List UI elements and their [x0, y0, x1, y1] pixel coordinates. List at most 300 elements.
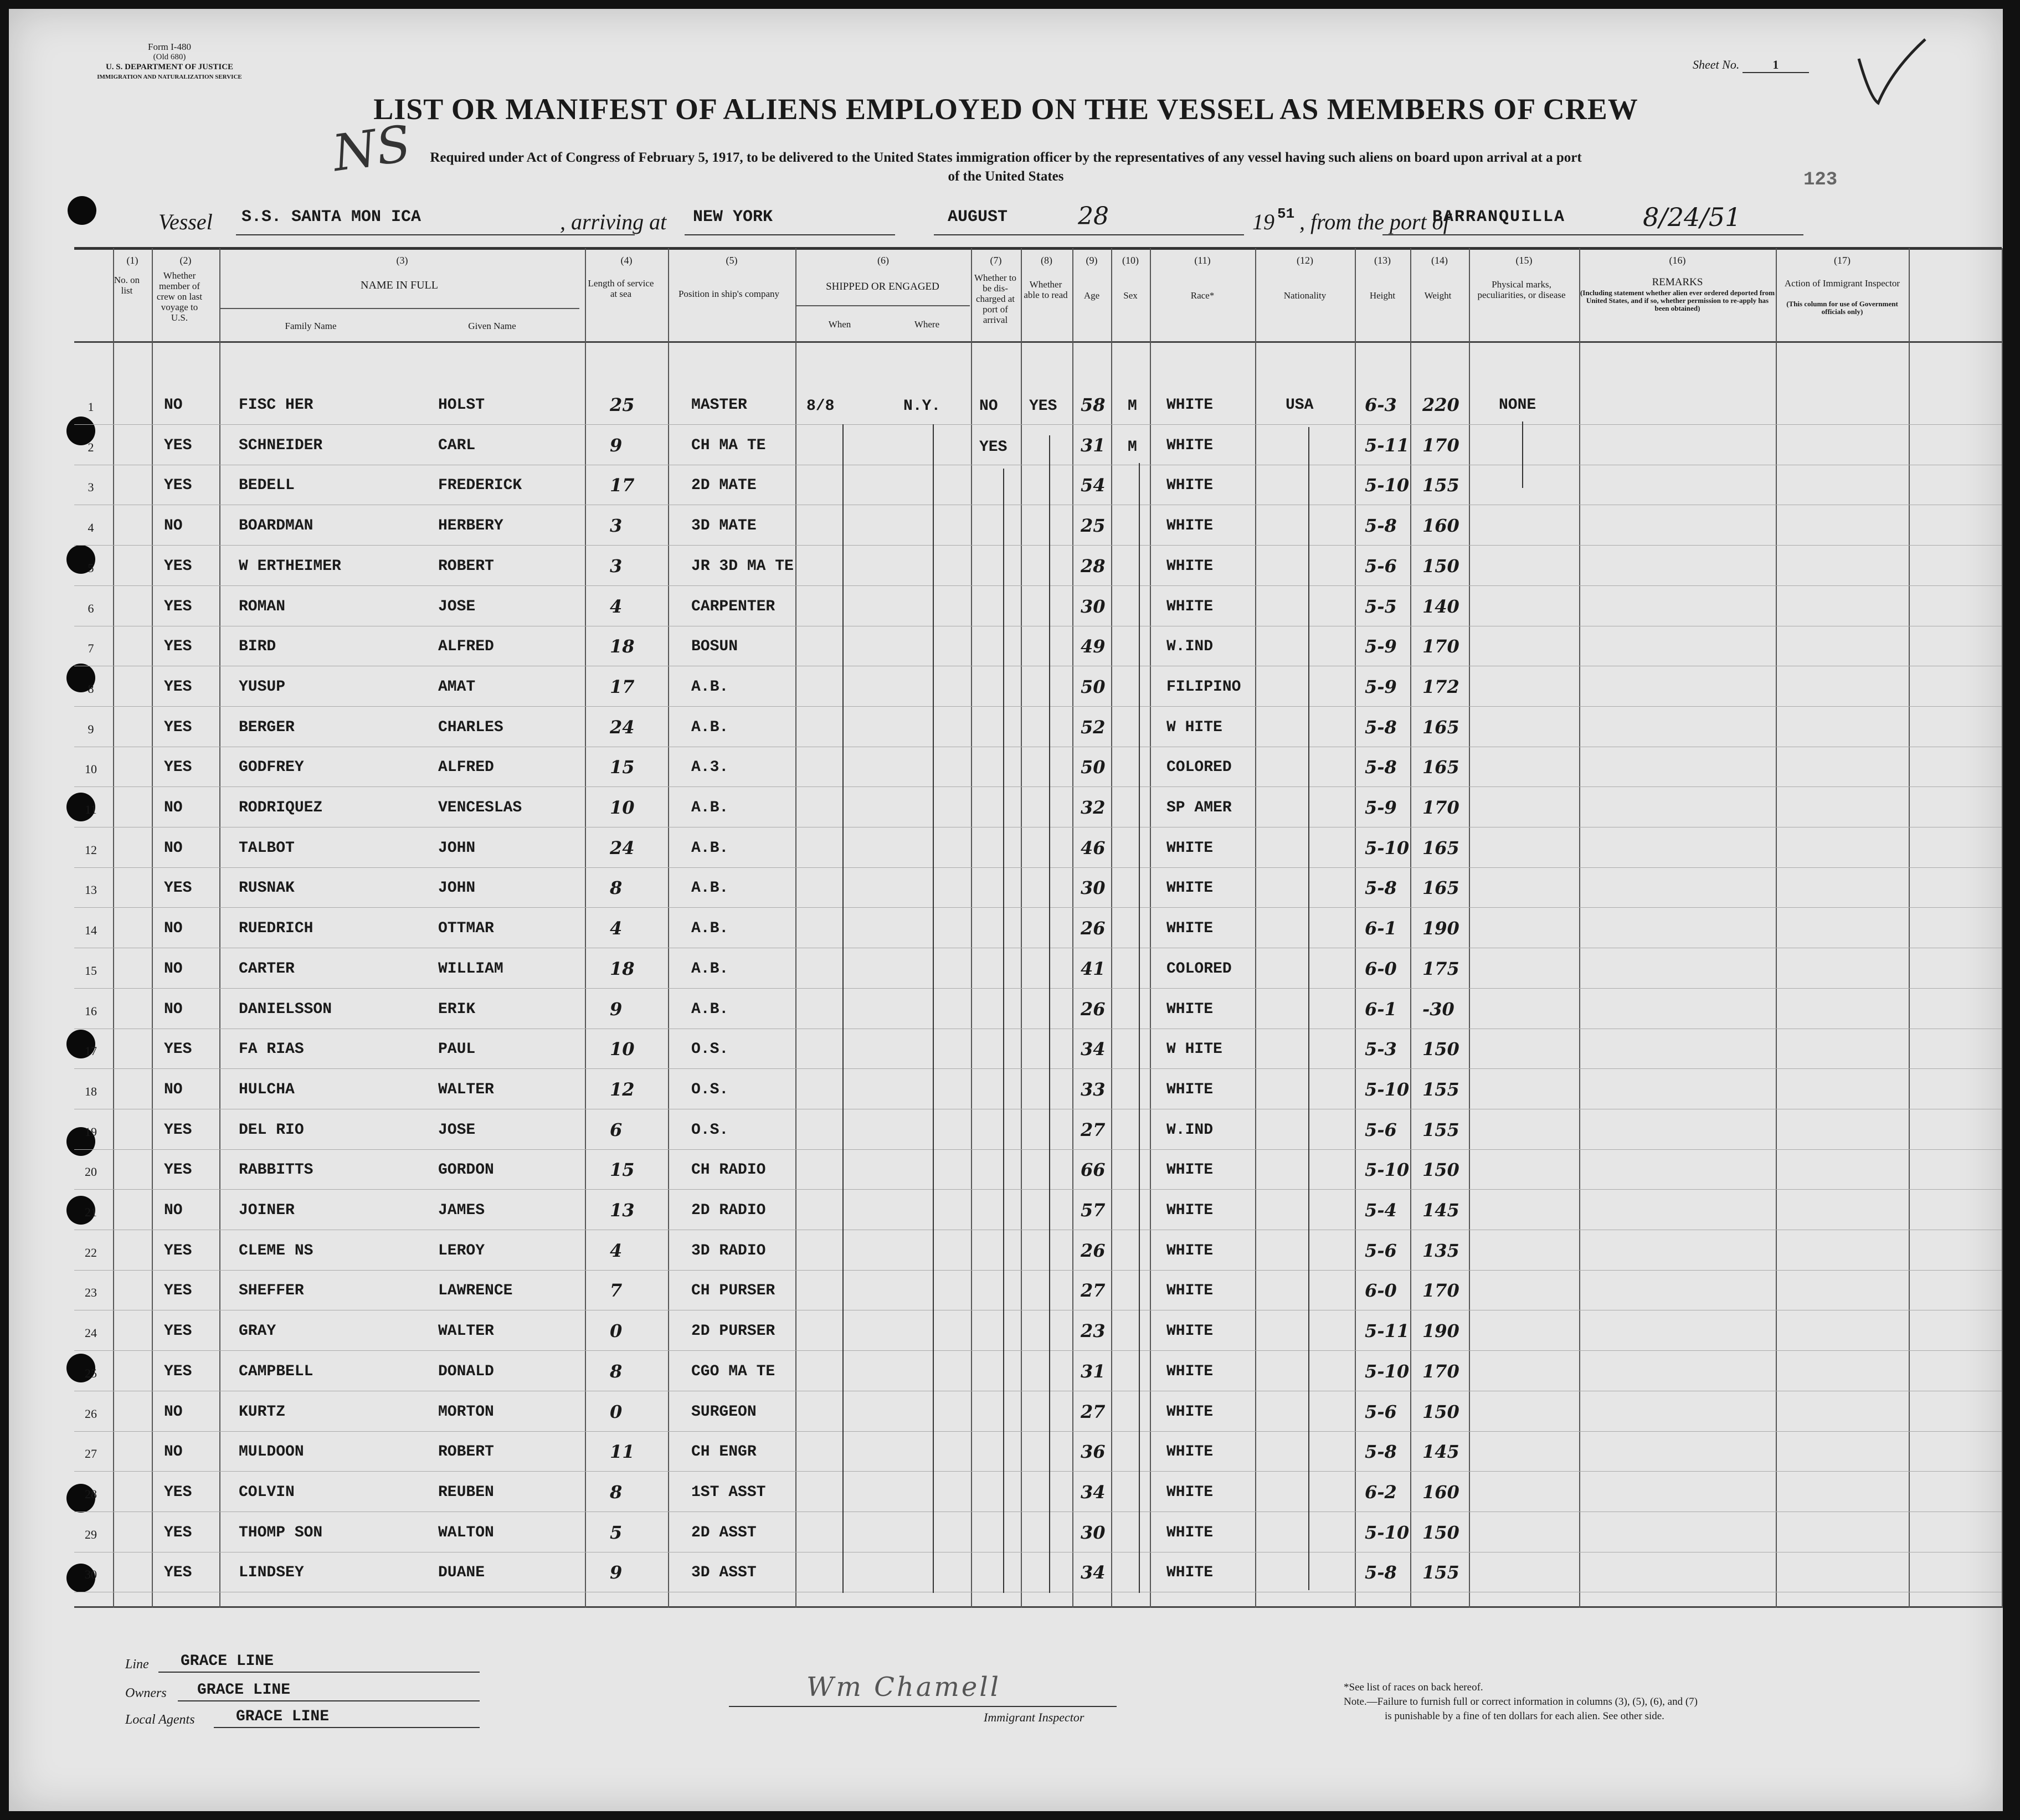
- family-name: YUSUP: [239, 678, 286, 696]
- last-voyage: YES: [164, 1363, 192, 1380]
- race: WHITE: [1166, 1202, 1214, 1219]
- length-of-service: 18: [610, 636, 635, 657]
- position: JR 3D MA TE: [691, 557, 794, 575]
- position: A.B.: [691, 678, 729, 696]
- given-name: WALTER: [438, 1323, 494, 1340]
- family-name: THOMP SON: [239, 1524, 323, 1541]
- owners-label: Owners: [125, 1686, 167, 1700]
- name-subheader-rule: [219, 308, 579, 309]
- height: 6-3: [1365, 394, 1397, 415]
- column-divider: [1150, 248, 1151, 1608]
- sheet-number: 1: [1743, 58, 1809, 73]
- column-divider: [971, 248, 972, 1608]
- column-number: (4): [620, 255, 633, 266]
- length-of-service: 10: [610, 797, 635, 818]
- weight: 145: [1422, 1441, 1459, 1463]
- header-shipped-engaged: SHIPPED OR ENGAGED: [826, 281, 939, 292]
- weight: -30: [1422, 998, 1454, 1020]
- manifest-sheet: [9, 9, 2003, 1811]
- age: 30: [1081, 595, 1106, 617]
- column-number: (2): [179, 255, 192, 266]
- arrival-port: NEW YORK: [693, 208, 773, 227]
- header-remarks: REMARKS: [1652, 276, 1703, 288]
- weight: 165: [1422, 837, 1459, 858]
- race: WHITE: [1166, 1000, 1214, 1018]
- height: 5-8: [1365, 515, 1397, 537]
- position: A.B.: [691, 718, 729, 736]
- position: A.3.: [691, 759, 729, 777]
- last-voyage: YES: [164, 1564, 192, 1582]
- age: 58: [1081, 394, 1106, 415]
- position: CH PURSER: [691, 1282, 775, 1300]
- length-of-service: 4: [610, 918, 623, 939]
- position: A.B.: [691, 1000, 729, 1018]
- given-name: ALFRED: [438, 759, 494, 777]
- column-divider: [1410, 248, 1411, 1608]
- row-rule: [74, 1350, 2002, 1351]
- age: 49: [1081, 636, 1106, 657]
- row-number: 13: [85, 883, 97, 897]
- column-number: (9): [1086, 255, 1098, 266]
- given-name: AMAT: [438, 678, 476, 696]
- age: 32: [1081, 797, 1106, 818]
- header-inspector-action: Action of Immigrant Inspector: [1784, 278, 1900, 289]
- page-title: LIST OR MANIFEST OF ALIENS EMPLOYED ON THE VESSEL AS MEMBERS OF CREW: [373, 92, 1638, 126]
- shipped-where: N.Y.: [903, 398, 941, 415]
- race: COLORED: [1166, 759, 1232, 777]
- row-number: 1: [88, 400, 94, 414]
- position: 2D MATE: [691, 477, 757, 495]
- height: 5-4: [1365, 1200, 1397, 1221]
- position: A.B.: [691, 839, 729, 857]
- family-name: BOARDMAN: [239, 517, 313, 535]
- subtitle-line-1: Required under Act of Congress of February 5, 1917, to be delivered to the United States immigration officer by the representatives of any vessel having such aliens on board upon arrival at a port: [430, 150, 1582, 165]
- last-voyage: NO: [164, 960, 183, 978]
- stamp-number: 123: [1803, 169, 1838, 191]
- race: W HITE: [1166, 1041, 1222, 1058]
- given-name: HOLST: [438, 397, 485, 414]
- family-name: RUSNAK: [239, 880, 295, 897]
- row-rule: [74, 786, 2002, 787]
- age: 54: [1081, 475, 1106, 496]
- row-rule: [74, 545, 2002, 546]
- header-name-in-full: NAME IN FULL: [361, 279, 438, 291]
- weight: 135: [1422, 1240, 1459, 1261]
- row-number: 28: [85, 1487, 97, 1501]
- height: 5-3: [1365, 1038, 1397, 1060]
- length-of-service: 8: [610, 1360, 623, 1382]
- row-number: 14: [85, 923, 97, 938]
- age: 26: [1081, 1240, 1106, 1261]
- column-divider: [1579, 248, 1580, 1608]
- family-name: KURTZ: [239, 1403, 286, 1421]
- length-of-service: 12: [610, 1078, 635, 1100]
- height: 5-6: [1365, 1119, 1397, 1140]
- position: 2D ASST: [691, 1524, 757, 1541]
- family-name: HULCHA: [239, 1081, 295, 1098]
- weight: 155: [1422, 475, 1459, 496]
- length-of-service: 0: [610, 1401, 623, 1422]
- column-number: (14): [1431, 255, 1448, 266]
- last-voyage: YES: [164, 1323, 192, 1340]
- age: 41: [1081, 958, 1106, 979]
- age: 27: [1081, 1119, 1106, 1140]
- race: WHITE: [1166, 517, 1214, 535]
- age: 30: [1081, 877, 1106, 899]
- position: 1ST ASST: [691, 1483, 766, 1501]
- row-rule: [74, 988, 2002, 989]
- header-discharged: Whether to be dis-charged at port of arrival: [974, 273, 1016, 325]
- column-divider: [2002, 248, 2003, 1608]
- age: 34: [1081, 1038, 1106, 1060]
- ditto-line-discharged: [1003, 469, 1004, 1593]
- length-of-service: 4: [610, 595, 623, 617]
- owners-underline: [178, 1700, 480, 1701]
- age: 26: [1081, 918, 1106, 939]
- family-name: SCHNEIDER: [239, 436, 323, 454]
- race: WHITE: [1166, 1161, 1214, 1179]
- height: 5-10: [1365, 1360, 1410, 1382]
- position: A.B.: [691, 960, 729, 978]
- age: 46: [1081, 837, 1106, 858]
- family-name: GRAY: [239, 1323, 276, 1340]
- age: 52: [1081, 716, 1106, 738]
- row-number: 24: [85, 1326, 97, 1340]
- row-number: 21: [85, 1205, 97, 1219]
- weight: 175: [1422, 958, 1459, 979]
- race: WHITE: [1166, 1363, 1214, 1380]
- last-voyage: NO: [164, 1081, 183, 1098]
- family-name: BIRD: [239, 638, 276, 656]
- family-name: CAMPBELL: [239, 1363, 313, 1380]
- column-divider: [795, 248, 796, 1608]
- last-voyage: YES: [164, 718, 192, 736]
- weight: 190: [1422, 918, 1459, 939]
- family-name: LINDSEY: [239, 1564, 304, 1582]
- age: 26: [1081, 998, 1106, 1020]
- column-number: (10): [1122, 255, 1139, 266]
- age: 57: [1081, 1200, 1106, 1221]
- height: 5-11: [1365, 434, 1410, 456]
- column-number: (5): [726, 255, 738, 266]
- ditto-line-sex: [1139, 463, 1140, 1593]
- last-voyage: YES: [164, 436, 192, 454]
- family-name: COLVIN: [239, 1483, 295, 1501]
- agents-value: GRACE LINE: [236, 1708, 330, 1725]
- able-to-read-row1: YES: [1029, 398, 1057, 415]
- length-of-service: 24: [610, 716, 635, 738]
- row-number: 4: [88, 521, 94, 535]
- height: 6-1: [1365, 998, 1397, 1020]
- given-name: LAWRENCE: [438, 1282, 513, 1300]
- position: CH ENGR: [691, 1443, 757, 1461]
- sheet-number-label: Sheet No.: [1693, 58, 1740, 71]
- length-of-service: 8: [610, 877, 623, 899]
- age: 27: [1081, 1280, 1106, 1302]
- column-divider: [1909, 248, 1910, 1608]
- race: WHITE: [1166, 1242, 1214, 1259]
- column-divider: [152, 248, 153, 1608]
- ditto-line-where: [933, 424, 934, 1593]
- length-of-service: 7: [610, 1280, 623, 1302]
- given-name: WILLIAM: [438, 960, 503, 978]
- discharged-row2: YES: [979, 439, 1008, 456]
- race: WHITE: [1166, 1524, 1214, 1541]
- weight: 172: [1422, 676, 1459, 697]
- from-label: , from the port of: [1299, 209, 1450, 234]
- weight: 155: [1422, 1078, 1459, 1100]
- race: WHITE: [1166, 1282, 1214, 1300]
- length-of-service: 15: [610, 1159, 635, 1181]
- age: 23: [1081, 1320, 1106, 1342]
- height: 6-0: [1365, 958, 1397, 979]
- race: WHITE: [1166, 839, 1214, 857]
- row-number: 30: [85, 1567, 97, 1582]
- service: IMMIGRATION AND NATURALIZATION SERVICE: [97, 74, 242, 80]
- header-nationality: Nationality: [1283, 290, 1327, 301]
- header-length-of-service: Length of service at sea: [588, 278, 654, 299]
- handwritten-mark: NS: [329, 114, 415, 183]
- column-number: (8): [1041, 255, 1052, 266]
- column-number: (3): [396, 255, 408, 266]
- row-rule: [74, 424, 2002, 425]
- position: A.B.: [691, 799, 729, 816]
- length-of-service: 8: [610, 1481, 623, 1503]
- given-name: ALFRED: [438, 638, 494, 656]
- length-of-service: 18: [610, 958, 635, 979]
- last-voyage: YES: [164, 678, 192, 696]
- column-divider: [585, 248, 586, 1608]
- position: O.S.: [691, 1121, 729, 1139]
- last-voyage: YES: [164, 880, 192, 897]
- nationality-row1: USA: [1286, 397, 1314, 414]
- given-name: CARL: [438, 436, 476, 454]
- row-number: 27: [85, 1447, 97, 1461]
- column-number: (17): [1834, 255, 1851, 266]
- weight: 145: [1422, 1200, 1459, 1221]
- weight: 150: [1422, 1159, 1459, 1181]
- given-name: REUBEN: [438, 1483, 494, 1501]
- form-old-number: (Old 680): [153, 53, 186, 61]
- age: 34: [1081, 1562, 1106, 1583]
- footer-notes: [1344, 1680, 1698, 1724]
- race: COLORED: [1166, 960, 1232, 978]
- race: W.IND: [1166, 1121, 1214, 1139]
- arrival-day: 28: [1078, 202, 1109, 230]
- ditto-line-nationality: [1308, 427, 1309, 1590]
- age: 31: [1081, 434, 1106, 456]
- height: 5-8: [1365, 716, 1397, 738]
- given-name: PAUL: [438, 1041, 476, 1058]
- row-number: 9: [88, 722, 94, 736]
- row-rule: [74, 1149, 2002, 1150]
- height: 5-6: [1365, 1401, 1397, 1422]
- race: WHITE: [1166, 880, 1214, 897]
- position: CGO MA TE: [691, 1363, 775, 1380]
- family-name: JOINER: [239, 1202, 295, 1219]
- family-name: MULDOON: [239, 1443, 304, 1461]
- length-of-service: 5: [610, 1521, 623, 1543]
- given-name: DUANE: [438, 1564, 485, 1582]
- position: 3D ASST: [691, 1564, 757, 1582]
- family-name: W ERTHEIMER: [239, 557, 341, 575]
- header-position: Position in ship's company: [678, 289, 780, 299]
- family-name: GODFREY: [239, 759, 304, 777]
- height: 5-8: [1365, 877, 1397, 899]
- sex-row2: M: [1128, 439, 1137, 456]
- last-voyage: YES: [164, 1242, 192, 1259]
- length-of-service: 15: [610, 757, 635, 778]
- given-name: HERBERY: [438, 517, 503, 535]
- height: 5-8: [1365, 757, 1397, 778]
- last-voyage: NO: [164, 517, 183, 535]
- length-of-service: 25: [610, 394, 635, 415]
- given-name: WALTON: [438, 1524, 494, 1541]
- weight: 150: [1422, 1521, 1459, 1543]
- race: W.IND: [1166, 638, 1214, 656]
- race: WHITE: [1166, 477, 1214, 495]
- age: 33: [1081, 1078, 1106, 1100]
- column-number: (11): [1194, 255, 1211, 266]
- race: FILIPINO: [1166, 678, 1241, 696]
- row-rule: [74, 1431, 2002, 1432]
- position: CH MA TE: [691, 436, 766, 454]
- line-underline: [158, 1672, 480, 1673]
- length-of-service: 17: [610, 676, 635, 697]
- family-name: FA RIAS: [239, 1041, 304, 1058]
- length-of-service: 17: [610, 475, 635, 496]
- height: 5-10: [1365, 837, 1410, 858]
- inspector-underline: [729, 1706, 1117, 1707]
- length-of-service: 4: [610, 1240, 623, 1261]
- weight: 140: [1422, 595, 1459, 617]
- last-voyage: YES: [164, 477, 192, 495]
- column-divider: [219, 248, 220, 1608]
- length-of-service: 13: [610, 1200, 635, 1221]
- note-penalty-2: is punishable by a fine of ten dollars for each alien. See other side.: [1385, 1710, 1664, 1722]
- weight: 170: [1422, 1360, 1459, 1382]
- height: 5-9: [1365, 676, 1397, 697]
- given-name: JOSE: [438, 598, 476, 615]
- position: BOSUN: [691, 638, 738, 656]
- row-number: 10: [85, 762, 97, 777]
- height: 5-9: [1365, 636, 1397, 657]
- subtitle-line-2: of the United States: [948, 169, 1064, 184]
- height: 5-10: [1365, 1159, 1410, 1181]
- arrival-month: AUGUST: [948, 208, 1008, 227]
- age: 31: [1081, 1360, 1106, 1382]
- race: WHITE: [1166, 1403, 1214, 1421]
- given-name: JOSE: [438, 1121, 476, 1139]
- height: 5-10: [1365, 475, 1410, 496]
- last-voyage: NO: [164, 397, 183, 414]
- year-suffix: 51: [1277, 205, 1295, 222]
- weight: 165: [1422, 716, 1459, 738]
- given-name: FREDERICK: [438, 477, 522, 495]
- row-number: 8: [88, 681, 94, 696]
- length-of-service: 9: [610, 1562, 623, 1583]
- handwritten-date: 8/24/51: [1643, 202, 1741, 232]
- position: 3D MATE: [691, 517, 757, 535]
- weight: 190: [1422, 1320, 1459, 1342]
- column-number: (16): [1669, 255, 1686, 266]
- row-rule: [74, 706, 2002, 707]
- weight: 155: [1422, 1119, 1459, 1140]
- weight: 170: [1422, 636, 1459, 657]
- height: 5-8: [1365, 1441, 1397, 1463]
- given-name: ROBERT: [438, 1443, 494, 1461]
- length-of-service: 24: [610, 837, 635, 858]
- last-voyage: YES: [164, 1524, 192, 1541]
- given-name: MORTON: [438, 1403, 494, 1421]
- weight: 220: [1422, 394, 1459, 415]
- ditto-line-read: [1049, 435, 1050, 1593]
- family-name: TALBOT: [239, 839, 295, 857]
- weight: 160: [1422, 1481, 1459, 1503]
- column-number: (12): [1297, 255, 1313, 266]
- length-of-service: 3: [610, 515, 623, 537]
- year-prefix: 19: [1252, 209, 1274, 234]
- length-of-service: 6: [610, 1119, 623, 1140]
- line-label: Line: [125, 1657, 149, 1672]
- weight: 160: [1422, 515, 1459, 537]
- column-number: (1): [126, 255, 138, 266]
- column-number: (6): [877, 255, 889, 266]
- discharged-row1: NO: [979, 398, 998, 415]
- height: 5-11: [1365, 1320, 1410, 1342]
- position: O.S.: [691, 1081, 729, 1098]
- age: 34: [1081, 1481, 1106, 1503]
- race: SP AMER: [1166, 799, 1232, 816]
- age: 25: [1081, 515, 1106, 537]
- row-number: 18: [85, 1084, 97, 1098]
- row-rule: [74, 1068, 2002, 1069]
- position: O.S.: [691, 1041, 729, 1058]
- position: 2D RADIO: [691, 1202, 766, 1219]
- race: WHITE: [1166, 598, 1214, 615]
- last-voyage: NO: [164, 1443, 183, 1461]
- length-of-service: 0: [610, 1320, 623, 1342]
- family-name: RABBITTS: [239, 1161, 313, 1179]
- note-penalty-1: Note.—Failure to furnish full or correct information in columns (3), (5), (6), and (7): [1344, 1696, 1698, 1708]
- given-name: CHARLES: [438, 718, 503, 736]
- row-rule: [74, 1511, 2002, 1512]
- shipped-subheader-rule: [795, 305, 970, 306]
- shipped-when: 8/8: [806, 398, 835, 415]
- age: 50: [1081, 676, 1106, 697]
- height: 5-6: [1365, 555, 1397, 577]
- header-family-name: Family Name: [285, 321, 337, 331]
- row-rule: [74, 867, 2002, 868]
- given-name: GORDON: [438, 1161, 494, 1179]
- given-name: ERIK: [438, 1000, 476, 1018]
- family-name: RODRIQUEZ: [239, 799, 323, 816]
- column-divider: [1255, 248, 1256, 1608]
- last-voyage: YES: [164, 557, 192, 575]
- height: 6-0: [1365, 1280, 1397, 1302]
- race: WHITE: [1166, 436, 1214, 454]
- header-able-to-read: Whether able to read: [1024, 279, 1068, 300]
- header-inspector-action-note: (This column for use of Government officials only): [1786, 300, 1898, 316]
- header-remarks-detail: (Including statement whether alien ever ordered deported from United States, and if so, whether permission to re-apply has been obtained): [1580, 289, 1775, 312]
- departure-port: BARRANQUILLA: [1432, 208, 1566, 227]
- last-voyage: NO: [164, 1000, 183, 1018]
- header-weight: Weight: [1424, 290, 1452, 301]
- row-rule: [74, 585, 2002, 586]
- age: 27: [1081, 1401, 1106, 1422]
- last-voyage: NO: [164, 1403, 183, 1421]
- row-number: 2: [88, 440, 94, 454]
